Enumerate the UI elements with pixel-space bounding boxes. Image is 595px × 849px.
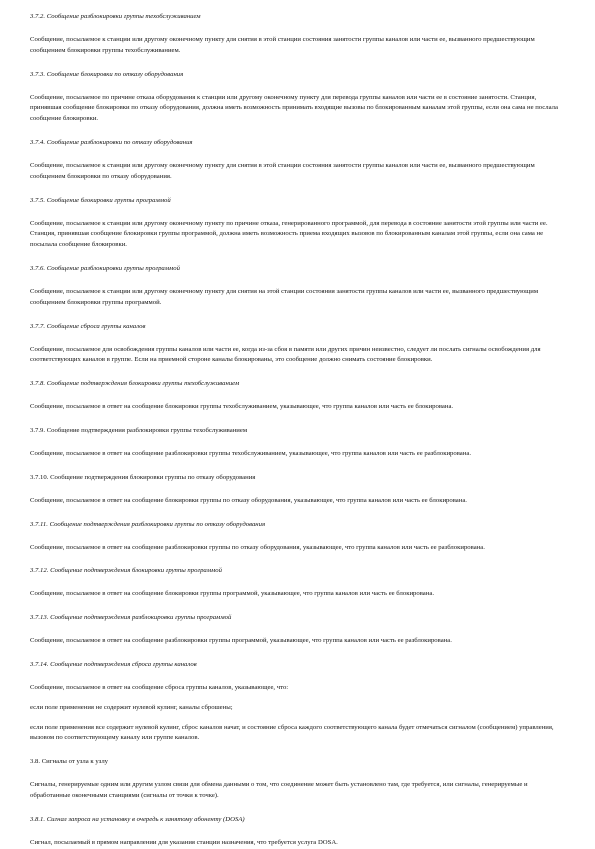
- section-heading: 3.8. Сигналы от узла к узлу: [30, 758, 108, 766]
- section-heading: 3.7.5. Сообщение блокировки группы программой: [30, 196, 171, 204]
- section-paragraph: Сообщение, посылаемое в ответ на сообщение сброса группы каналов, указывающее, что:: [30, 683, 289, 691]
- section-paragraph: Сообщение, посылаемое по причине отказа оборудования к станции или другому оконечному пункту для перевода группы каналов или части ее в состояние занятости. Станция, принявшая сообщение блокировки по отказу оборудования, должна иметь возможность принимать входящие вызовы по блокированным каналам этой группы, если она сама не послала сообщение блокировки.: [30, 93, 558, 123]
- section-heading: 3.8.1. Сигнал запроса на установку в очередь к занятому абоненту (DOSA): [30, 815, 245, 823]
- section-paragraph: Сообщение, посылаемое для освобождения группы каналов или части ее, когда из-за сбоя в памяти или других причин неизвестно, следует ли послать сигналы освобождения для соответствующих каналов в группе. Если на приемной стороне каналы блокированы, это сообщение должно снимать состояние блокировки.: [30, 345, 541, 364]
- section-heading: 3.7.8. Сообщение подтверждения блокировки группы техобслуживанием: [30, 380, 240, 388]
- section-heading: 3.7.4. Сообщение разблокировки по отказу оборудования: [30, 138, 193, 146]
- section-heading: 3.7.6. Сообщение разблокировки группы программой: [30, 264, 180, 272]
- section-paragraph: если поле применения не содержит нулевой кулинг, каналы сброшены;: [30, 703, 233, 711]
- section-paragraph: Сообщение, посылаемое в ответ на сообщение разблокировки группы программой, указывающее, что группа каналов или часть ее разблокирована.: [30, 637, 452, 645]
- section-paragraph: Сигналы, генерируемые одним или другим узлом связи для обмена данными о том, что соединение может быть установлено там, где требуется, или сигналы, генерируемые и обработанные оконечными станциями (сигналы от точки к точке).: [30, 781, 528, 799]
- section-paragraph: Сообщение, посылаемое к станции или другому оконечному пункту для снятия в этой станции состояния занятости группы каналов или части ее, вызванного предшествующим сообщением блокировки по отказу оборудования.: [30, 161, 535, 180]
- section-paragraph: Сигнал, посылаемый в прямом направлении для указания станции назначения, что требуется услуга DOSA.: [30, 838, 338, 846]
- section-heading: 3.7.9. Сообщение подтверждения разблокировки группы техобслуживанием: [30, 426, 248, 434]
- section-heading: 3.7.14. Сообщение подтверждения сброса группы каналов: [30, 660, 197, 668]
- section-paragraph: Сообщение, посылаемое в ответ на сообщение блокировки группы техобслуживанием, указывающее, что группа каналов или часть ее блокирована.: [30, 403, 454, 411]
- section-paragraph: Сообщение, посылаемое к станции или другому оконечному пункту для снятия в этой станции состояния занятости группы каналов или части ее, вызванного предшествующим сообщением блокировки группы техобслуживанием.: [30, 36, 535, 54]
- section-paragraph: Сообщение, посылаемое к станции или другому оконечному пункту по причине отказа, генерированного программой, для перевода в состояние занятости этой группы или части ее. Станция, принявшая сообщение блокировки группы программой, должна иметь возможность приема входящих вызовов по блокированным каналам этой группы, если она сама не посылала сообщение блокировки.: [30, 219, 548, 249]
- section-heading: 3.7.10. Сообщение подтверждения блокировки группы по отказу оборудования: [30, 473, 256, 481]
- section-paragraph: Сообщение, посылаемое в ответ на сообщение блокировки группы программой, указывающее, что группа каналов или часть ее блокирована.: [30, 590, 434, 598]
- section-heading: 3.7.7. Сообщение сброса группы каналов: [30, 322, 146, 330]
- section-paragraph: Сообщение, посылаемое в ответ на сообщение разблокировки группы по отказу оборудования, указывающее, что группа каналов или часть ее разблокирована.: [30, 543, 485, 551]
- section-paragraph: Сообщение, посылаемое к станции или другому оконечному пункту для снятия на этой станции состояния занятости группы каналов или части ее, вызванного предшествующим сообщением блокировки группы программой.: [30, 287, 539, 306]
- section-paragraph: Сообщение, посылаемое в ответ на сообщение блокировки группы по отказу оборудования, указывающее, что группа каналов или часть ее блокирована.: [30, 496, 467, 504]
- section-heading: 3.7.12. Сообщение подтверждения блокировки группы программой: [30, 567, 222, 575]
- section-heading: 3.7.13. Сообщение подтверждения разблокировки группы программой: [30, 614, 232, 622]
- section-paragraph: Сообщение, посылаемое в ответ на сообщение разблокировки группы техобслуживанием, указывающее, что группа каналов или часть ее разблокирована.: [30, 449, 471, 457]
- section-heading: 3.7.3. Сообщение блокировки по отказу оборудования: [30, 70, 184, 78]
- section-heading: 3.7.11. Сообщение подтверждения разблокировки группы по отказу оборудования: [30, 520, 266, 528]
- section-paragraph: если поле применения все содержит нулевой кулинг, сброс каналов начат, и состояние сброса каждого соответствующего канала будет отмечаться сигналом (сообщением) управления, вызовом по соответствующему каналу или группе каналов.: [30, 723, 554, 742]
- section-heading: 3.7.2. Сообщение разблокировки группы техобслуживанием: [30, 13, 201, 20]
